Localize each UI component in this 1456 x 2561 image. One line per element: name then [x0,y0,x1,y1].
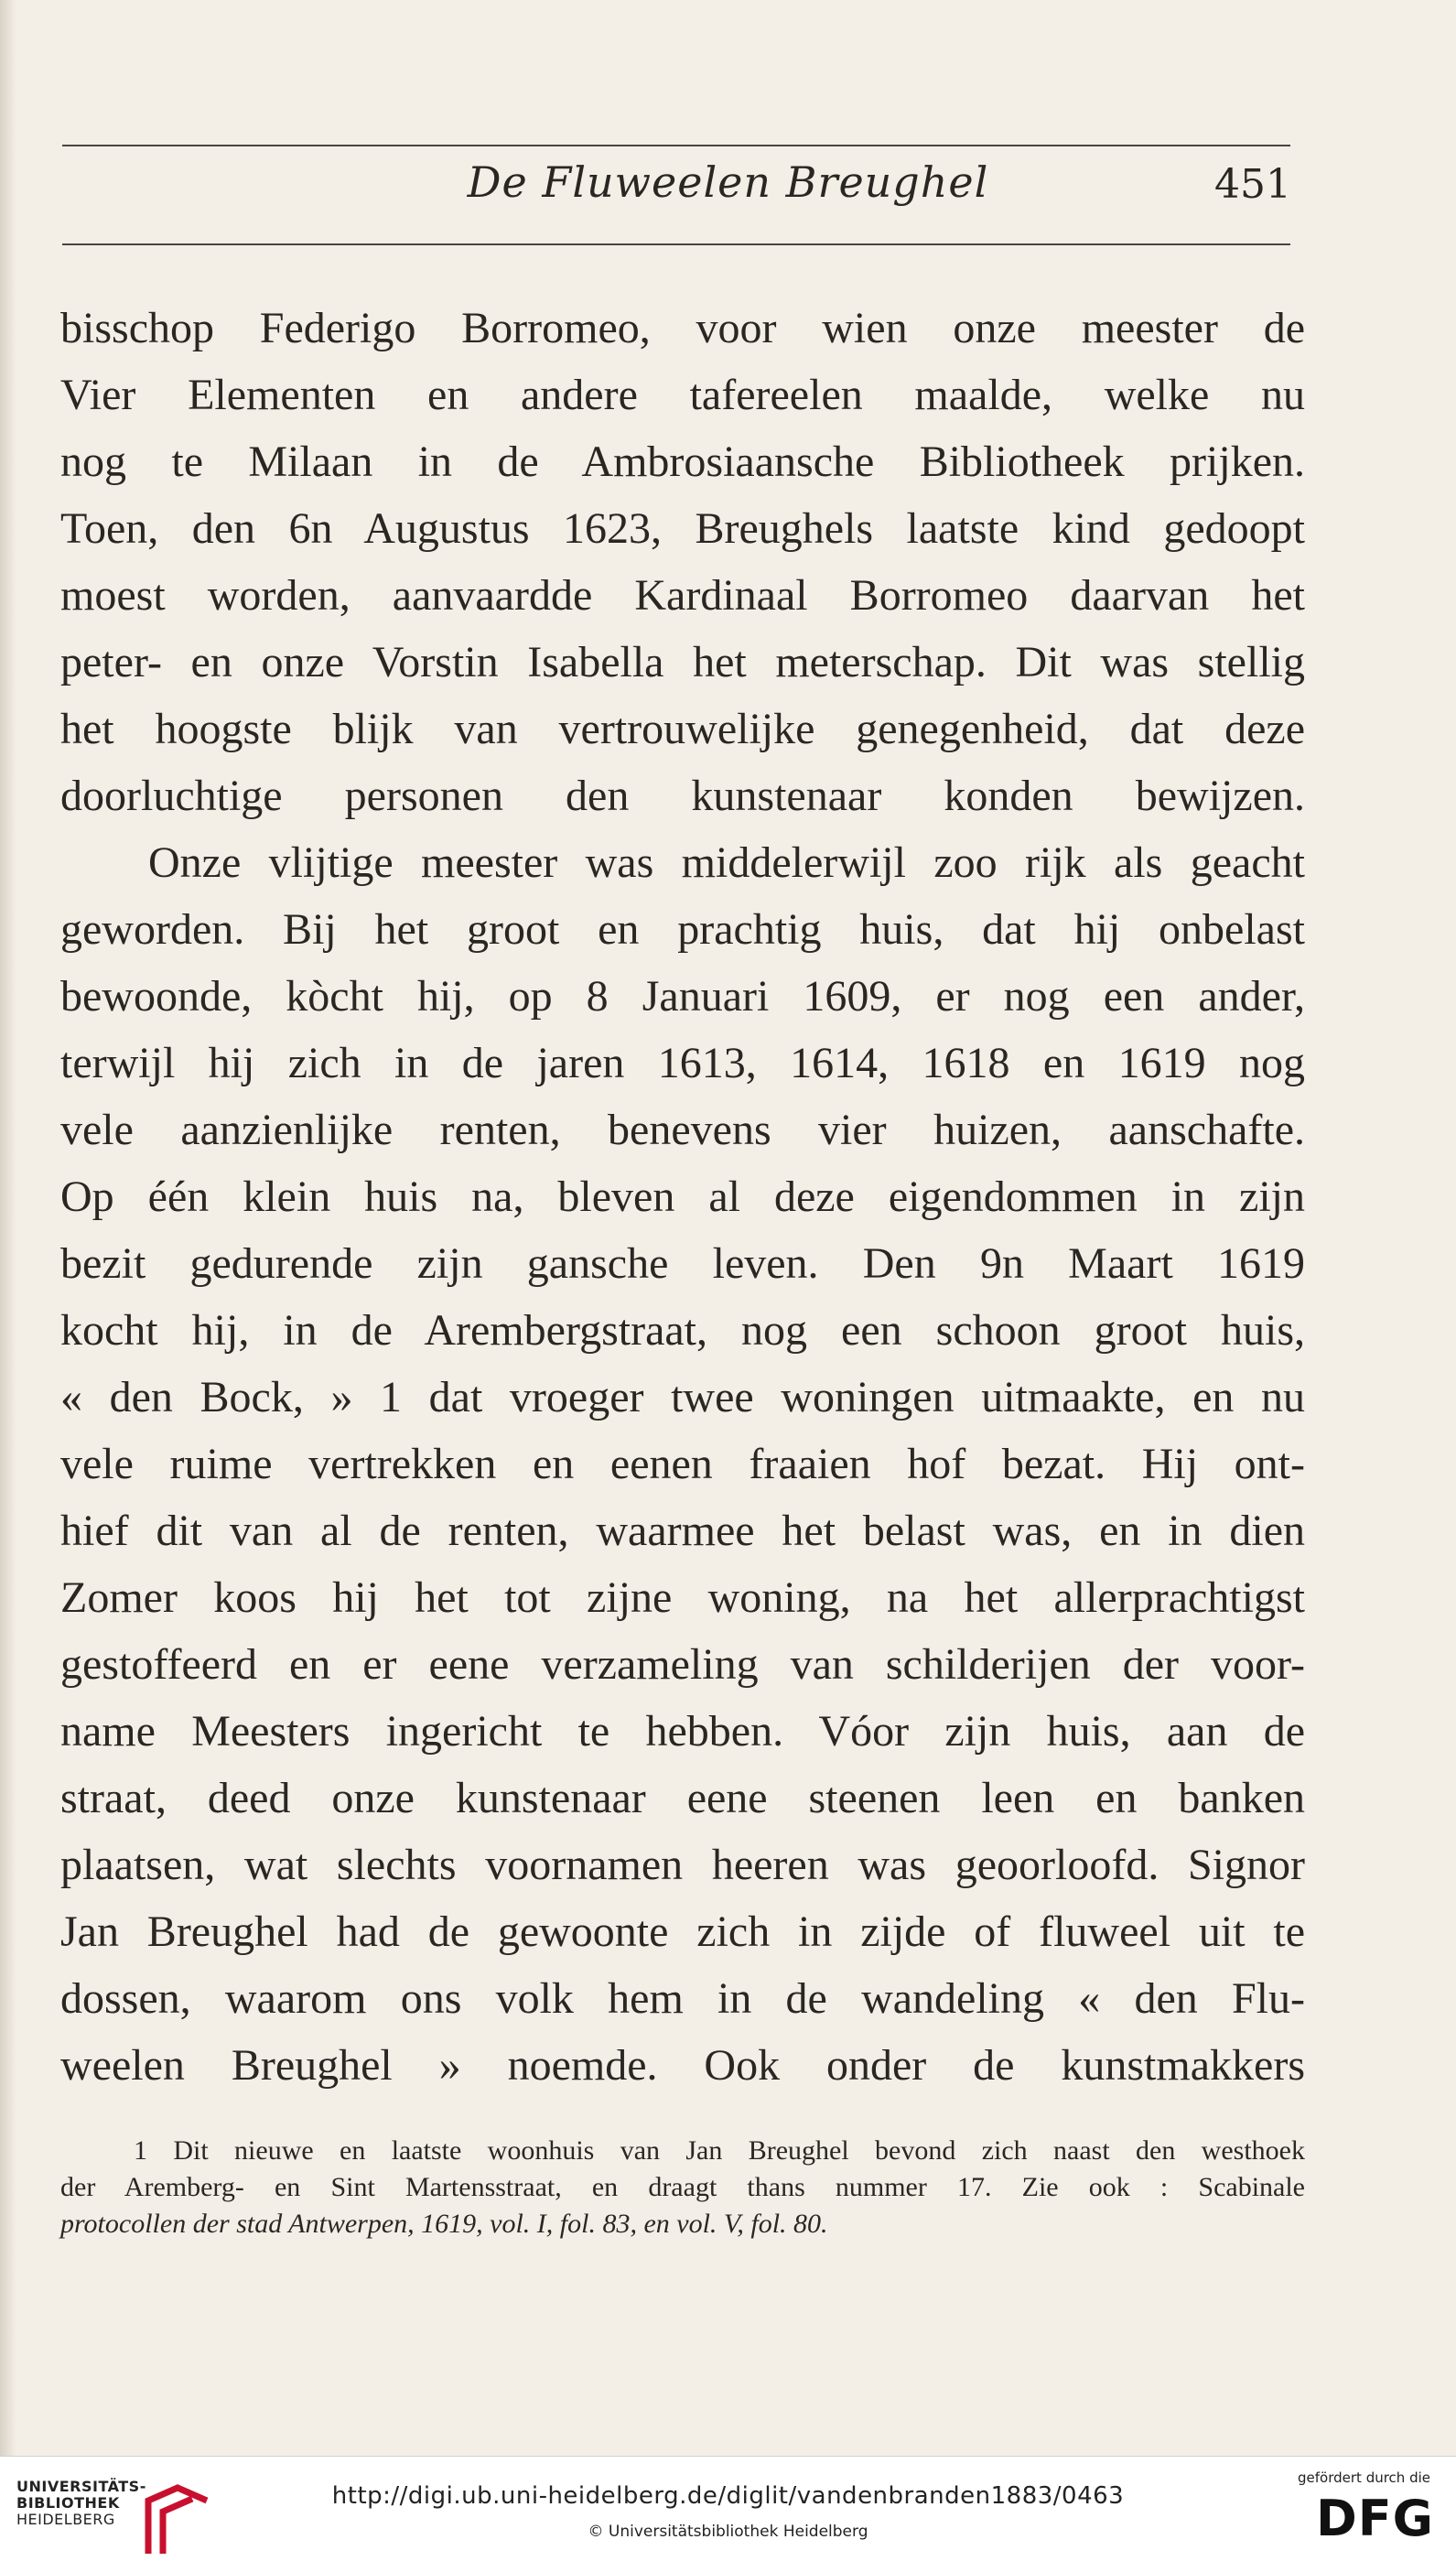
text-line: geworden. Bij het groot en prachtig huis, dat hij onbelast [60,905,1305,954]
copyright-notice: © Universitätsbibliothek Heidelberg [588,2523,868,2541]
text-line: hief dit van al de renten, waarmee het belast was, en in dien [60,1507,1305,1555]
text-line: weelen Breughel » noemde. Ook onder de kunstmakkers [60,2041,1305,2090]
text-line: straat, deed onze kunstenaar eene steenen leen en banken [60,1774,1305,1822]
text-line: moest worden, aanvaardde Kardinaal Borromeo daarvan het [60,571,1305,620]
text-line: terwijl hij zich in de jaren 1613, 1614, 1618 en 1619 nog [60,1039,1305,1087]
text-line: gestoffeerd en er eene verzameling van schilderijen der voor- [60,1640,1305,1689]
funding-note: gefördert durch die [1298,2469,1430,2486]
text-line: doorluchtige personen den kunstenaar konden bewijzen. [60,772,1305,820]
library-name-line: BIBLIOTHEK [16,2494,120,2512]
text-line: het hoogste blijk van vertrouwelijke genegenheid, dat deze [60,705,1305,753]
text-line: vele aanzienlijke renten, benevens vier huizen, aanschafte. [60,1106,1305,1154]
text-line: vele ruime vertrekken en eenen fraaien hof bezat. Hij ont- [60,1440,1305,1488]
page-number: 451 [1214,161,1291,208]
text-line: Toen, den 6n Augustus 1623, Breughels laatste kind gedoopt [60,504,1305,553]
text-line: dossen, waarom ons volk hem in de wandeling « den Flu- [60,1974,1305,2023]
text-line: peter- en onze Vorstin Isabella het meterschap. Dit was stellig [60,638,1305,686]
footnote-line: protocollen der stad Antwerpen, 1619, vol. I, fol. 83, en vol. V, fol. 80. [60,2209,828,2239]
text-line: plaatsen, wat slechts voornamen heeren was geoorloofd. Signor [60,1841,1305,1889]
header-rule-bottom [62,243,1290,245]
header-rule-top [62,145,1290,146]
text-line: Zomer koos hij het tot zijne woning, na het allerprachtigst [60,1573,1305,1622]
footnote-line: 1 Dit nieuwe en laatste woonhuis van Jan Breughel bevond zich naast den westhoek [134,2135,1305,2166]
text-line: Vier Elementen en andere tafereelen maalde, welke nu [60,371,1305,419]
text-line: Onze vlijtige meester was middelerwijl zoo rijk als geacht [148,838,1305,887]
dfg-logo[interactable]: DFG [1315,2490,1434,2547]
text-line: name Meesters ingericht te hebben. Vóor zijn huis, aan de [60,1707,1305,1756]
library-name-line: HEIDELBERG [16,2511,115,2528]
running-title: De Fluweelen Breughel [467,157,989,207]
library-name-line: UNIVERSITÄTS- [16,2478,146,2495]
permalink-url[interactable]: http://digi.ub.uni-heidelberg.de/diglit/vandenbranden1883/0463 [331,2482,1125,2510]
text-line: bewoonde, kòcht hij, op 8 Januari 1609, er nog een ander, [60,972,1305,1021]
text-line: bisschop Federigo Borromeo, voor wien onze meester de [60,304,1305,352]
digitization-footer [0,2456,1456,2561]
body-text [60,295,1305,2099]
text-line: « den Bock, » 1 dat vroeger twee woningen uitmaakte, en nu [60,1373,1305,1421]
text-line: Op één klein huis na, bleven al deze eigendommen in zijn [60,1172,1305,1221]
text-line: kocht hij, in de Arembergstraat, nog een schoon groot huis, [60,1306,1305,1355]
footnotes [60,2133,1305,2242]
text-line: bezit gedurende zijn gansche leven. Den 9n Maart 1619 [60,1239,1305,1288]
text-line: Jan Breughel had de gewoonte zich in zijde of fluweel uit te [60,1907,1305,1956]
text-line: nog te Milaan in de Ambrosiaansche Bibliotheek prijken. [60,438,1305,486]
footnote-line: der Aremberg- en Sint Martensstraat, en draagt thans nummer 17. Zie ook : Scabinale [60,2172,1305,2202]
